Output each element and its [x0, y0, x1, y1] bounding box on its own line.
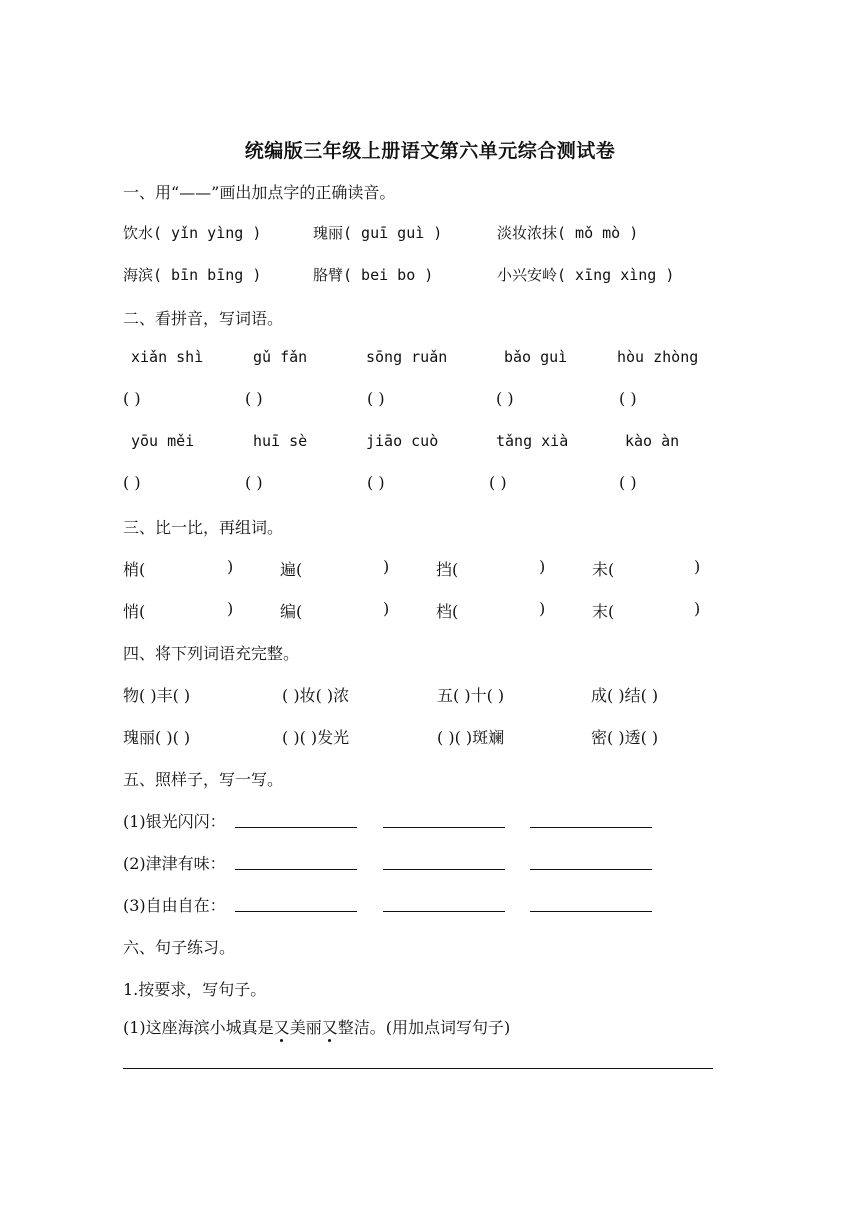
answer-blank[interactable]: ( ) — [496, 389, 514, 408]
write-line[interactable] — [235, 826, 357, 828]
page-title: 统编版三年级上册语文第六单元综合测试卷 — [244, 140, 616, 162]
reading-item: 淡妆浓抹( mǒ mò ) — [497, 224, 639, 242]
pinyin-prompt: tǎng xià — [496, 432, 569, 450]
compare-close: ) — [694, 599, 701, 618]
section-3-heading: 三、比一比，再组词。 — [123, 518, 284, 537]
compare-close: ) — [227, 557, 234, 576]
section-4-heading: 四、将下列词语充完整。 — [123, 644, 300, 663]
emphasis-dot-char: 又 — [322, 1015, 338, 1038]
reading-item: 瑰丽( guī guì ) — [313, 224, 443, 242]
answer-blank[interactable]: ( ) — [245, 389, 263, 408]
idiom-item: ( )( )发光 — [282, 728, 350, 747]
idiom-item: 成( )结( ) — [591, 686, 659, 705]
idiom-item: ( )( )斑斓 — [437, 728, 505, 747]
compare-char: 挡( — [436, 560, 459, 579]
pinyin-prompt: jiāo cuò — [366, 432, 439, 450]
write-line[interactable] — [530, 868, 652, 870]
emphasis-dot-char: 又 — [274, 1015, 290, 1038]
write-line[interactable] — [383, 826, 505, 828]
pinyin-prompt: kào àn — [625, 432, 680, 450]
compare-close: ) — [383, 557, 390, 576]
idiom-item: 五( )十( ) — [437, 686, 505, 705]
pinyin-prompt: gǔ fǎn — [253, 348, 308, 366]
compare-char: 遍( — [280, 560, 303, 579]
idiom-item: ( )妆( )浓 — [282, 686, 350, 705]
idiom-item: 密( )透( ) — [591, 728, 659, 747]
reading-item: 海滨( bīn bīng ) — [123, 266, 262, 284]
write-line[interactable] — [383, 910, 505, 912]
reading-item: 小兴安岭( xīng xìng ) — [497, 266, 675, 284]
write-line[interactable] — [235, 868, 357, 870]
section-1-heading: 一、用“——”画出加点字的正确读音。 — [123, 183, 396, 202]
compare-char: 档( — [436, 602, 459, 621]
compare-close: ) — [227, 599, 234, 618]
answer-blank[interactable]: ( ) — [245, 473, 263, 492]
answer-blank[interactable]: ( ) — [123, 473, 141, 492]
answer-blank[interactable]: ( ) — [489, 473, 507, 492]
write-line[interactable] — [383, 868, 505, 870]
write-line[interactable] — [235, 910, 357, 912]
reading-item: 胳臂( bei bo ) — [313, 266, 434, 284]
answer-blank[interactable]: ( ) — [619, 473, 637, 492]
compare-char: 未( — [592, 560, 615, 579]
compare-char: 编( — [280, 602, 303, 621]
idiom-item: 物( )丰( ) — [123, 686, 191, 705]
idiom-item: 瑰丽( )( ) — [123, 728, 191, 747]
sentence-question: (1)这座海滨小城真是又美丽又整洁。(用加点词写句子) — [123, 1015, 510, 1038]
pinyin-prompt: sōng ruǎn — [366, 348, 448, 366]
pinyin-prompt: hòu zhòng — [617, 348, 699, 366]
compare-close: ) — [539, 557, 546, 576]
example-label: (3)自由自在： — [123, 896, 226, 915]
pinyin-prompt: huī sè — [253, 432, 308, 450]
answer-blank[interactable]: ( ) — [619, 389, 637, 408]
answer-blank[interactable]: ( ) — [123, 389, 141, 408]
compare-close: ) — [383, 599, 390, 618]
compare-close: ) — [694, 557, 701, 576]
compare-char: 末( — [592, 602, 615, 621]
sentence-answer-line[interactable] — [123, 1068, 713, 1069]
compare-close: ) — [539, 599, 546, 618]
example-label: (1)银光闪闪： — [123, 812, 226, 831]
pinyin-prompt: yōu měi — [131, 432, 195, 450]
compare-char: 悄( — [123, 602, 146, 621]
compare-char: 梢( — [123, 560, 146, 579]
answer-blank[interactable]: ( ) — [367, 389, 385, 408]
subsection-heading: 1.按要求，写句子。 — [123, 980, 267, 999]
section-2-heading: 二、看拼音，写词语。 — [123, 309, 284, 328]
pinyin-prompt: xiǎn shì — [131, 348, 204, 366]
section-6-heading: 六、句子练习。 — [123, 938, 236, 957]
pinyin-prompt: bǎo guì — [504, 348, 568, 366]
write-line[interactable] — [530, 910, 652, 912]
answer-blank[interactable]: ( ) — [367, 473, 385, 492]
example-label: (2)津津有味： — [123, 854, 226, 873]
section-5-heading: 五、照样子，写一写。 — [123, 770, 284, 789]
reading-item: 饮水( yǐn yìng ) — [123, 224, 262, 242]
write-line[interactable] — [530, 826, 652, 828]
